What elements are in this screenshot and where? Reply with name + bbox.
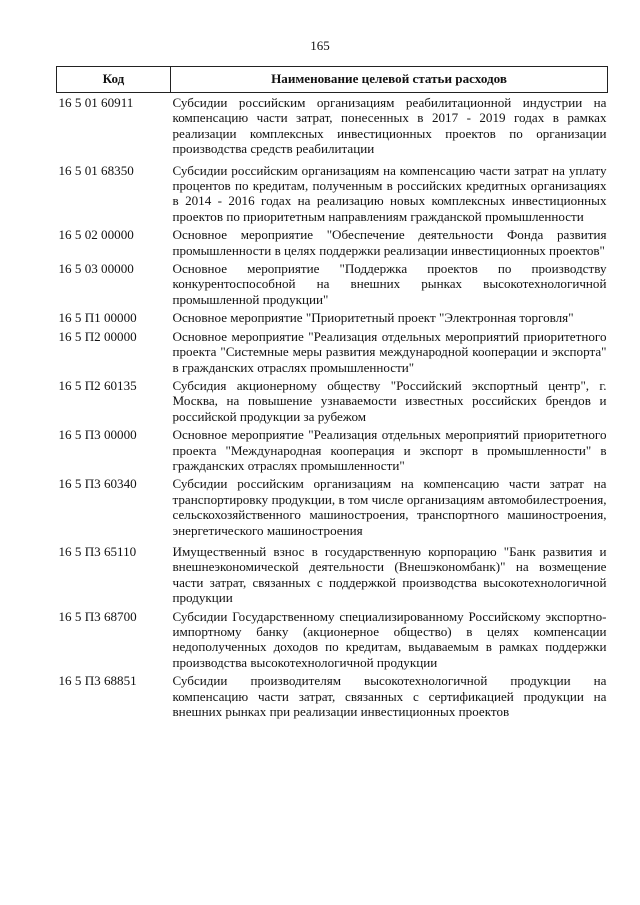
- page-number: 165: [310, 38, 330, 53]
- row-name: Субсидии российским организациям реабилитационной индустрии на компенсацию части затрат, понесенных в 2017 - 2019 годах в рамках реализации комплексных инвестиционных проектов по организации производства средств реабилитации: [172, 95, 607, 157]
- table-header-row: [57, 67, 608, 93]
- row-code: 16 5 01 60911: [58, 95, 134, 110]
- row-code: 16 5 П3 68851: [58, 673, 137, 689]
- table-row: [57, 670, 608, 719]
- column-header-code: Код: [57, 67, 171, 93]
- table-row: [57, 424, 608, 473]
- table-row: [57, 538, 608, 606]
- row-code: 16 5 П3 65110: [58, 543, 137, 559]
- table-row: [57, 224, 608, 258]
- row-code: 16 5 03 00000: [58, 261, 134, 277]
- table-row: [57, 375, 608, 424]
- row-name: Субсидии Государственному специализированному Российскому экспортно-импортному банку (акционерное общество) в целях компенсации недополученных доходов по кредитам, выдаваемым в рамках поддержки производства высокотехнологичной продукции: [172, 608, 607, 670]
- table-row: [57, 258, 608, 307]
- row-name: Основное мероприятие "Реализация отдельных мероприятий приоритетного проекта "Системные меры развития международной кооперации и экспорта" в гражданских отраслях промышленности": [172, 328, 607, 375]
- row-code: 16 5 01 68350: [58, 162, 134, 178]
- table-row: [57, 326, 608, 375]
- row-name: Субсидии российским организациям на компенсацию части затрат на уплату процентов по кредитам, полученным в российских кредитных организациях в 2014 - 2016 годах на реализацию новых комплексных инвестиционных проектов по приоритетным направлениям гражданской промышленности: [172, 162, 607, 224]
- table-row: [57, 157, 608, 225]
- row-code: 16 5 02 00000: [58, 227, 134, 243]
- table-row: [57, 606, 608, 671]
- row-name: Субсидии производителям высокотехнологичной продукции на компенсацию части затрат, связанных с сертификацией продукции на внешних рынках при реализации инвестиционных проектов: [172, 673, 607, 720]
- table-row: [57, 307, 608, 325]
- column-header-name: Наименование целевой статьи расходов: [171, 67, 608, 93]
- row-name: Субсидии российским организациям на компенсацию части затрат на транспортировку продукции, в том числе организациям автомобилестроения, сельскохозяйственного машиностроения, транспортного машиностроения, энергетического машиностроения: [172, 476, 607, 538]
- row-name: Основное мероприятие "Поддержка проектов по производству конкурентоспособной на внешних рынках высокотехнологичной промышленной продукции": [172, 261, 607, 307]
- table-row: [57, 93, 608, 157]
- row-name: Основное мероприятие "Реализация отдельных мероприятий приоритетного проекта "Международная кооперация и экспорт в промышленности" в гражданских отраслях промышленности": [172, 427, 607, 473]
- row-code: 16 5 П2 00000: [58, 328, 137, 344]
- row-code: 16 5 П1 00000: [58, 310, 137, 326]
- row-name: Основное мероприятие "Обеспечение деятельности Фонда развития промышленности в целях поддержки реализации инвестиционных проектов": [172, 227, 607, 258]
- row-code: 16 5 П3 68700: [58, 608, 137, 624]
- table-row: [57, 473, 608, 538]
- row-name: Основное мероприятие "Приоритетный проект "Электронная торговля": [172, 310, 574, 326]
- row-code: 16 5 П2 60135: [58, 377, 137, 393]
- budget-code-table: [56, 66, 608, 719]
- row-code: 16 5 П3 60340: [58, 476, 137, 492]
- row-name: Имущественный взнос в государственную корпорацию "Банк развития и внешнеэкономической деятельности (Внешэкономбанк)" на возмещение части затрат, связанных с поддержкой производства высокотехнологичной продукции: [172, 543, 607, 606]
- row-code: 16 5 П3 00000: [58, 427, 137, 443]
- row-name: Субсидия акционерному обществу "Российский экспортный центр", г. Москва, на повышение узнаваемости известных российских брендов и российской продукции за рубежом: [172, 377, 607, 424]
